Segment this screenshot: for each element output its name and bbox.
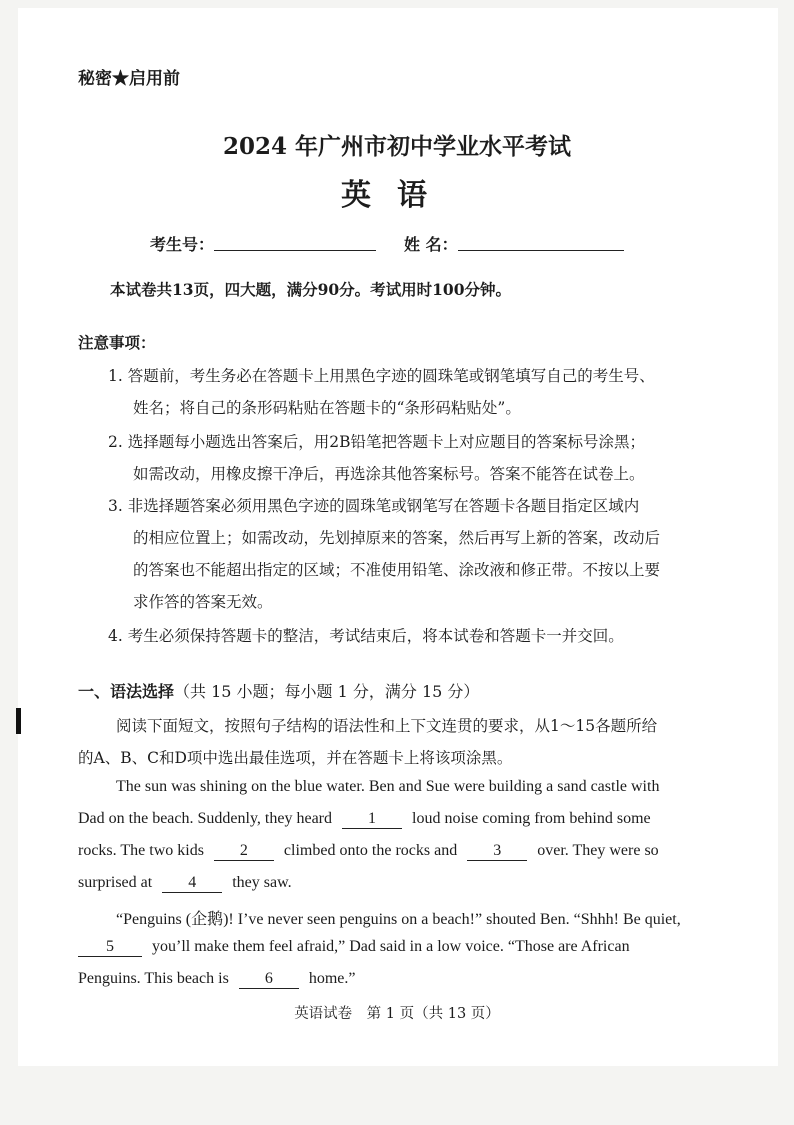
section-heading xyxy=(78,679,479,702)
name-line[interactable] xyxy=(458,249,624,251)
blank-6[interactable]: 6 xyxy=(239,971,299,989)
notice-line: 3. 非选择题答案必须用黑色字迹的圆珠笔或钢笔写在答题卡各题目指定区域内 xyxy=(108,497,640,515)
page-footer: 英语试卷 第 1 页（共 13 页） xyxy=(294,1006,500,1022)
section-instruction: 的A、B、C和D项中选出最佳选项，并在答题卡上将该项涂黑。 xyxy=(78,749,513,767)
section-instruction: 阅读下面短文，按照句子结构的语法性和上下文连贯的要求，从1～15各题所给 xyxy=(116,717,658,735)
notice-line: 1. 答题前，考生务必在答题卡上用黑色字迹的圆珠笔或钢笔填写自己的考生号、 xyxy=(108,367,655,385)
notice-line: 姓名；将自己的条形码粘贴在答题卡的“条形码粘贴处”。 xyxy=(133,399,521,417)
section-title: 一、语法选择 xyxy=(78,682,175,701)
passage-line: “Penguins (企鹅)! I’ve never seen penguins on a beach!” shouted Ben. “Shhh! Be quiet, xyxy=(116,911,681,928)
blank-5[interactable]: 5 xyxy=(78,939,142,957)
candidate-id-line[interactable] xyxy=(214,249,376,251)
candidate-id-label: 考生号： xyxy=(150,235,215,254)
passage-line: rocks. The two kids 2 climbed onto the rocks and 3 over. They were so xyxy=(78,842,659,859)
notice-heading: 注意事项： xyxy=(78,333,156,352)
name-label: 姓 名： xyxy=(404,235,458,254)
passage-line: Penguins. This beach is 6 home.” xyxy=(78,970,356,987)
subject-title: 英语 xyxy=(341,178,453,213)
notice-line: 求作答的答案无效。 xyxy=(133,593,273,611)
notice-line: 如需改动，用橡皮擦干净后，再选涂其他答案标号。答案不能答在试卷上。 xyxy=(133,465,645,483)
confidential-mark: 秘密★启用前 xyxy=(78,69,180,89)
section-info: （共 15 小题；每小题 1 分，满分 15 分） xyxy=(174,682,480,701)
notice-line: 的答案也不能超出指定的区域；不准使用铅笔、涂改液和修正带。不按以上要 xyxy=(133,561,661,579)
scan-margin-mark xyxy=(16,708,21,734)
notice-line: 的相应位置上；如需改动，先划掉原来的答案，然后再写上新的答案，改动后 xyxy=(133,529,661,547)
blank-1[interactable]: 1 xyxy=(342,811,402,829)
passage-line: The sun was shining on the blue water. Ben and Sue were building a sand castle with xyxy=(116,778,660,795)
candidate-id-field xyxy=(150,232,376,255)
exam-summary: 本试卷共13页，四大题，满分90分。考试用时100分钟。 xyxy=(110,280,511,299)
blank-4[interactable]: 4 xyxy=(162,875,222,893)
passage-line: surprised at 4 they saw. xyxy=(78,874,292,891)
blank-2[interactable]: 2 xyxy=(214,843,274,861)
blank-3[interactable]: 3 xyxy=(467,843,527,861)
name-field xyxy=(404,232,624,255)
passage-line: Dad on the beach. Suddenly, they heard 1 loud noise coming from behind some xyxy=(78,810,651,827)
exam-title: 2024 年广州市初中学业水平考试 xyxy=(222,133,572,160)
passage-line: 5 you’ll make them feel afraid,” Dad said in a low voice. “Those are African xyxy=(78,938,630,957)
notice-line: 2. 选择题每小题选出答案后，用2B铅笔把答题卡上对应题目的答案标号涂黑； xyxy=(108,433,645,451)
notice-line: 4. 考生必须保持答题卡的整洁，考试结束后，将本试卷和答题卡一并交回。 xyxy=(108,627,624,645)
